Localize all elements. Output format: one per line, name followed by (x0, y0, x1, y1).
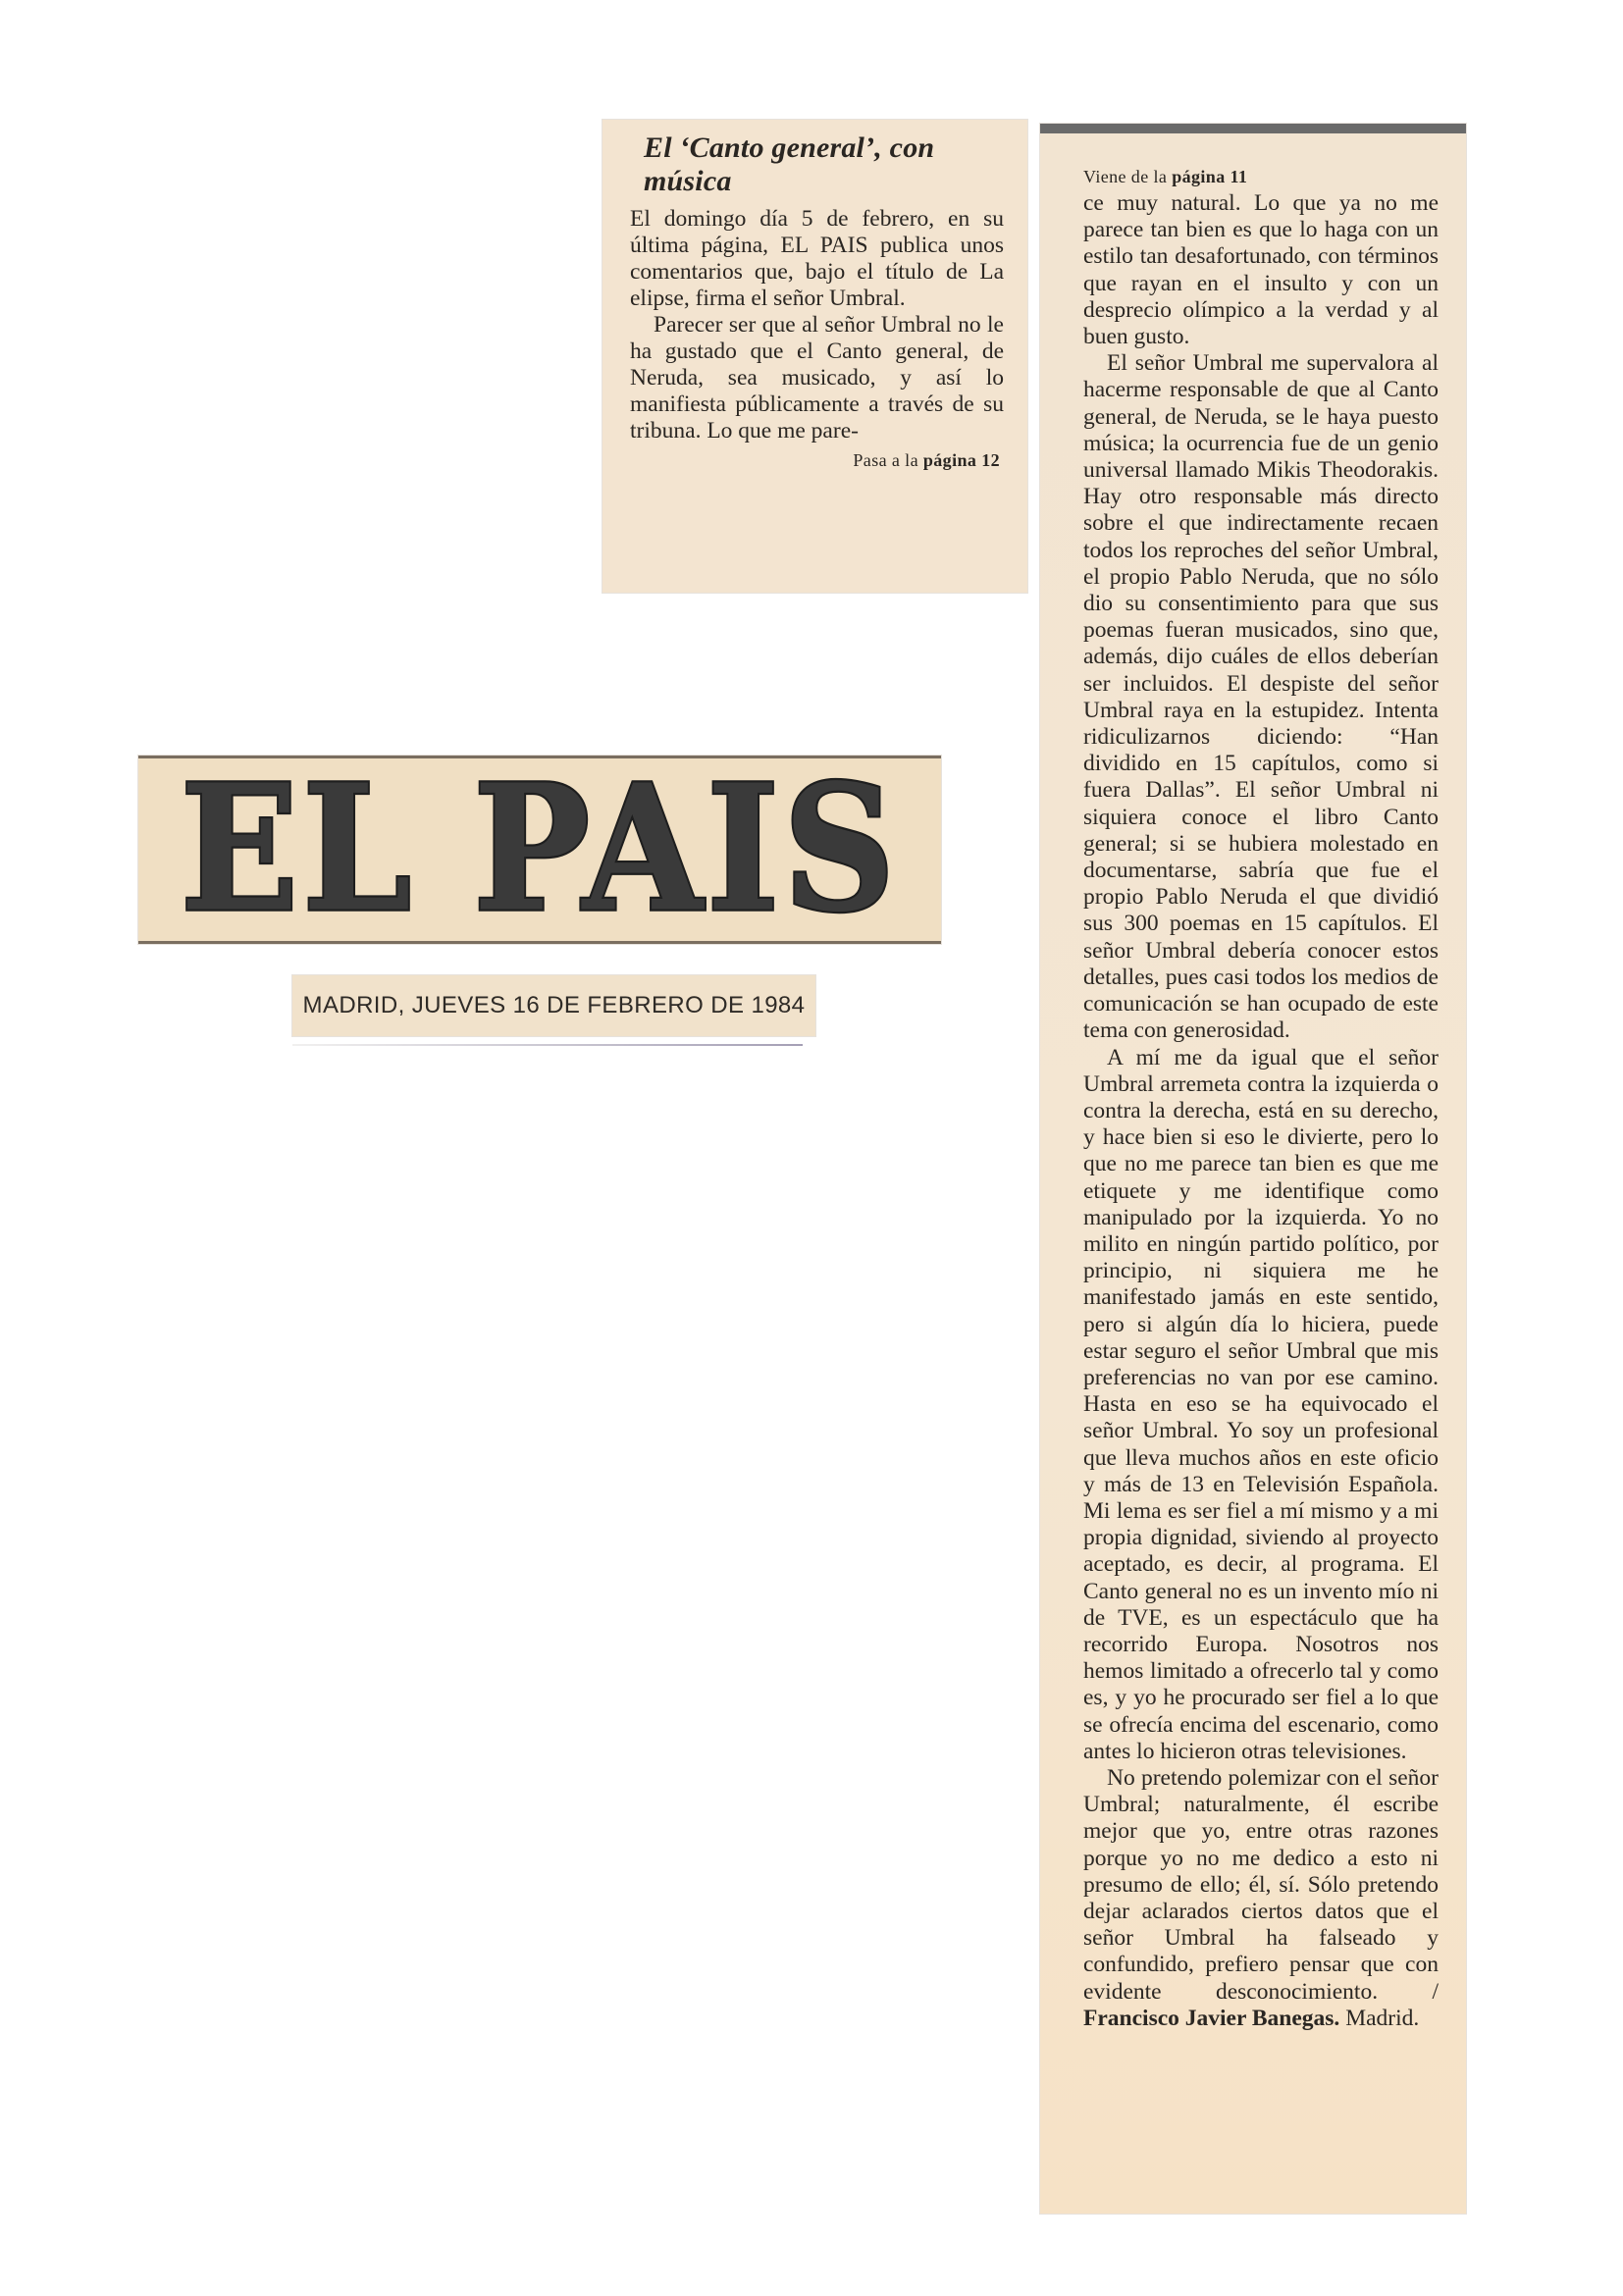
letter-paragraph: El domingo día 5 de febrero, en su última página, EL PAIS publica unos comentarios que, bajo el título de La elipse, firma el señor Umbral. (630, 206, 1004, 311)
continued-on-note (630, 448, 1004, 472)
letter-paragraph: Parecer ser que al señor Umbral no le ha gustado que el Canto general, de Neruda, sea musicado, y así lo manifiesta públicamente a través de su tribuna. Lo que me pare- (630, 312, 1004, 444)
letter-paragraph: ce muy natural. Lo que ya no me parece tan bien es que lo haga con un estilo tan desafortunado, con términos que rayan en el insulto y con un desprecio olímpico a la verdad y al buen gusto. (1083, 190, 1439, 350)
letter-continuation-clipping (1040, 124, 1466, 2214)
continued-on-prefix: Pasa a la (853, 450, 918, 470)
letter-body-start (630, 206, 1004, 444)
continued-from-page: página 11 (1172, 167, 1248, 186)
signature-city: Madrid. (1345, 2005, 1420, 2031)
letter-paragraph: El señor Umbral me supervalora al hacerme responsable de que al Canto general, de Neruda, se le haya puesto música; la ocurrencia fue de un genio universal llamado Mikis Theodorakis. Hay otro responsable más directo sobre el que indirectamente recaen todos los reproches del señor Umbral, el propio Pablo Neruda, que no sólo dio su consentimiento para que sus poemas fueran musicados, sino que, además, dijo cuáles de ellos deberían ser incluidos. El despiste del señor Umbral raya en la estupidez. Intenta ridiculizarnos diciendo: “Han dividido en 15 capítulos, como si fuera Dallas”. El señor Umbral ni siquiera conoce el libro Canto general; si se hubiera molestado en documentarse, sabría que fue el propio Pablo Neruda el que dividió sus 300 poemas en 15 capítulos. El señor Umbral debería conocer estos detalles, pues casi todos los medios de comunicación se han ocupado de este tema con generosidad. (1083, 350, 1439, 1044)
dateline-rule (292, 1044, 803, 1046)
dateline: MADRID, JUEVES 16 DE FEBRERO DE 1984 (302, 992, 806, 1018)
continued-from-prefix: Viene de la (1083, 167, 1168, 186)
signature-name: Francisco Javier Banegas. (1083, 2005, 1340, 2031)
letter-closing-paragraph (1083, 1765, 1439, 2032)
letter-headline: El ‘Canto general’, con música (644, 131, 935, 197)
letter-body-continuation (1083, 190, 1439, 2032)
dateline-clipping (292, 975, 815, 1036)
letter-paragraph: A mí me da igual que el señor Umbral arremeta contra la izquierda o contra la derecha, está en su derecho, y hace bien si eso le divierte, pero lo que no me parece tan bien es que me etiquete y me identifique como manipulado por la izquierda. Yo no milito en ningún partido político, por principio, ni siquiera me he manifestado jamás en este sentido, pero si algún día lo hiciera, puede estar seguro el señor Umbral que mis preferencias no van por ese camino. Hasta en eso se ha equivocado el señor Umbral. Yo soy un profesional que lleva muchos años en este oficio y más de 13 en Televisión Española. Mi lema es ser fiel a mí mismo y a mi propia dignidad, siviendo al proyecto aceptado, es decir, al programa. El Canto general no es un invento mío ni de TVE, es un espectáculo que ha recorrido Europa. Nosotros nos hemos limitado a ofrecerlo tal y como es, y yo he procurado ser fiel a lo que se ofrecía encima del escenario, como antes lo hicieron otras televisiones. (1083, 1044, 1439, 1764)
letter-start-clipping (602, 120, 1027, 593)
continued-on-page: página 12 (922, 450, 1000, 470)
continued-from-note (1083, 165, 1439, 188)
newspaper-logo: EL PAIS (180, 747, 900, 952)
letter-paragraph: No pretendo polemizar con el señor Umbral; naturalmente, él escribe mejor que yo, entre otras razones porque yo no me dedico a esto ni presumo de ello; él, sí. Sólo pretendo dejar aclarados ciertos datos que el señor Umbral ha falseado y confundido, prefiero pensar que con evidente desconocimiento. / (1083, 1764, 1439, 2005)
newspaper-masthead (138, 747, 941, 952)
